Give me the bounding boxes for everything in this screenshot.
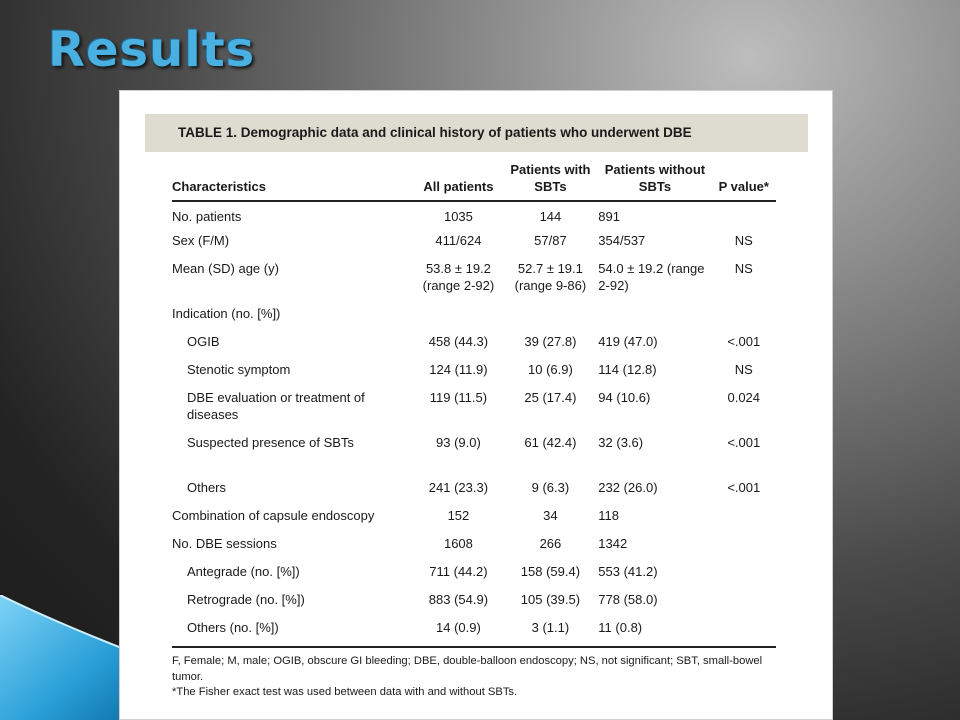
cell-characteristic: Others (187, 480, 227, 495)
table-row (172, 591, 776, 619)
cell-all-patients: 411/624 (435, 233, 482, 248)
cell-characteristic: No. patients (172, 209, 242, 224)
cell-all-patients: 883 (54.9) (428, 592, 489, 607)
table-row (172, 232, 776, 260)
cell-without-sbts: 419 (47.0) (598, 334, 658, 349)
cell-without-sbts: 118 (598, 508, 620, 523)
header-all-patients: All patients (410, 161, 506, 201)
cell-characteristic: Retrograde (no. [%]) (187, 592, 305, 607)
cell-without-sbts: 354/537 (598, 233, 646, 248)
header-without-sbts: Patients without SBTs (594, 161, 711, 201)
cell-p-value (712, 563, 776, 591)
cell-characteristic: Sex (F/M) (172, 233, 230, 248)
table-caption: TABLE 1. Demographic data and clinical history of patients who underwent DBE (145, 114, 808, 152)
cell-all-patients: 124 (11.9) (429, 362, 488, 377)
cell-p-value (712, 535, 776, 563)
footnote-abbreviations: F, Female; M, male; OGIB, obscure GI bleeding; DBE, double-balloon endoscopy; NS, not significant; SBT, small-bowel tumor. (172, 655, 763, 683)
cell-p-value (712, 507, 776, 535)
table-row (172, 619, 776, 647)
table-row (172, 333, 776, 361)
cell-with-sbts: 10 (6.9) (528, 362, 573, 377)
cell-all-patients: 152 (447, 508, 470, 523)
cell-characteristic: Mean (SD) age (y) (172, 261, 279, 276)
cell-characteristic: DBE evaluation or treatment of diseases (187, 390, 365, 422)
cell-all-patients: 711 (44.2) (429, 564, 488, 579)
cell-with-sbts: 158 (59.4) (520, 564, 581, 579)
header-characteristics: Characteristics (172, 161, 410, 201)
data-table (172, 161, 776, 648)
cell-p-value: NS (734, 362, 753, 377)
cell-with-sbts: 52.7 ± 19.1 (range 9-86) (514, 261, 587, 293)
cell-without-sbts: 891 (598, 209, 620, 224)
cell-without-sbts: 232 (26.0) (598, 480, 658, 495)
cell-all-patients: 241 (23.3) (428, 480, 489, 495)
table-footnotes (172, 654, 792, 701)
table-header-row (172, 161, 776, 201)
cell-with-sbts: 39 (27.8) (524, 334, 577, 349)
header-with-sbts: Patients with SBTs (507, 161, 595, 201)
cell-without-sbts (594, 305, 711, 333)
table-row (172, 260, 776, 305)
table-row (172, 535, 776, 563)
cell-without-sbts: 32 (3.6) (598, 435, 644, 450)
cell-characteristic: OGIB (187, 334, 220, 349)
cell-all-patients: 1035 (443, 209, 473, 224)
table-row (172, 507, 776, 535)
table-row (172, 389, 776, 434)
cell-with-sbts: 144 (539, 209, 562, 224)
cell-without-sbts: 553 (41.2) (598, 564, 658, 579)
footnote-test: *The Fisher exact test was used between data with and without SBTs. (172, 686, 518, 698)
cell-p-value: NS (734, 261, 753, 276)
table-row (172, 201, 776, 232)
cell-with-sbts (507, 305, 595, 333)
cell-without-sbts: 1342 (598, 536, 628, 551)
cell-characteristic: Indication (no. [%]) (172, 306, 281, 321)
cell-p-value: 0.024 (727, 390, 761, 405)
table-row (172, 305, 776, 333)
cell-characteristic: No. DBE sessions (172, 536, 277, 551)
cell-characteristic: Stenotic symptom (187, 362, 291, 377)
cell-p-value (712, 305, 776, 333)
cell-characteristic: Others (no. [%]) (172, 619, 410, 647)
cell-with-sbts: 105 (39.5) (520, 592, 581, 607)
cell-all-patients: 93 (9.0) (436, 435, 481, 450)
cell-without-sbts: 114 (12.8) (598, 362, 657, 377)
cell-p-value (712, 619, 776, 647)
cell-all-patients (410, 305, 506, 333)
cell-characteristic: Antegrade (no. [%]) (187, 564, 300, 579)
table-row (172, 479, 776, 507)
cell-p-value: <.001 (727, 480, 761, 495)
header-p-value: P value* (712, 161, 776, 201)
table-row (172, 434, 776, 479)
cell-all-patients: 53.8 ± 19.2 (range 2-92) (422, 261, 495, 293)
cell-p-value (712, 591, 776, 619)
cell-without-sbts: 11 (0.8) (594, 619, 711, 647)
cell-without-sbts: 94 (10.6) (598, 390, 651, 405)
cell-characteristic: Combination of capsule endoscopy (172, 508, 375, 523)
cell-without-sbts: 778 (58.0) (598, 592, 658, 607)
table-figure (119, 90, 833, 720)
cell-p-value: <.001 (727, 334, 761, 349)
cell-with-sbts: 9 (6.3) (531, 480, 570, 495)
cell-with-sbts: 25 (17.4) (524, 390, 577, 405)
cell-all-patients: 1608 (443, 536, 473, 551)
table-row (172, 563, 776, 591)
slide-title: Results (48, 22, 256, 78)
cell-p-value: NS (734, 233, 753, 248)
cell-all-patients: 119 (11.5) (429, 390, 488, 405)
table-row (172, 361, 776, 389)
cell-with-sbts: 61 (42.4) (524, 435, 577, 450)
cell-with-sbts: 266 (539, 536, 562, 551)
cell-with-sbts: 57/87 (534, 233, 567, 248)
cell-all-patients: 458 (44.3) (428, 334, 489, 349)
cell-p-value (712, 201, 776, 232)
cell-with-sbts: 3 (1.1) (507, 619, 595, 647)
cell-all-patients: 14 (0.9) (410, 619, 506, 647)
cell-without-sbts: 54.0 ± 19.2 (range 2-92) (598, 261, 705, 293)
cell-characteristic: Suspected presence of SBTs (187, 435, 354, 450)
cell-with-sbts: 34 (543, 508, 558, 523)
cell-p-value: <.001 (727, 435, 761, 450)
